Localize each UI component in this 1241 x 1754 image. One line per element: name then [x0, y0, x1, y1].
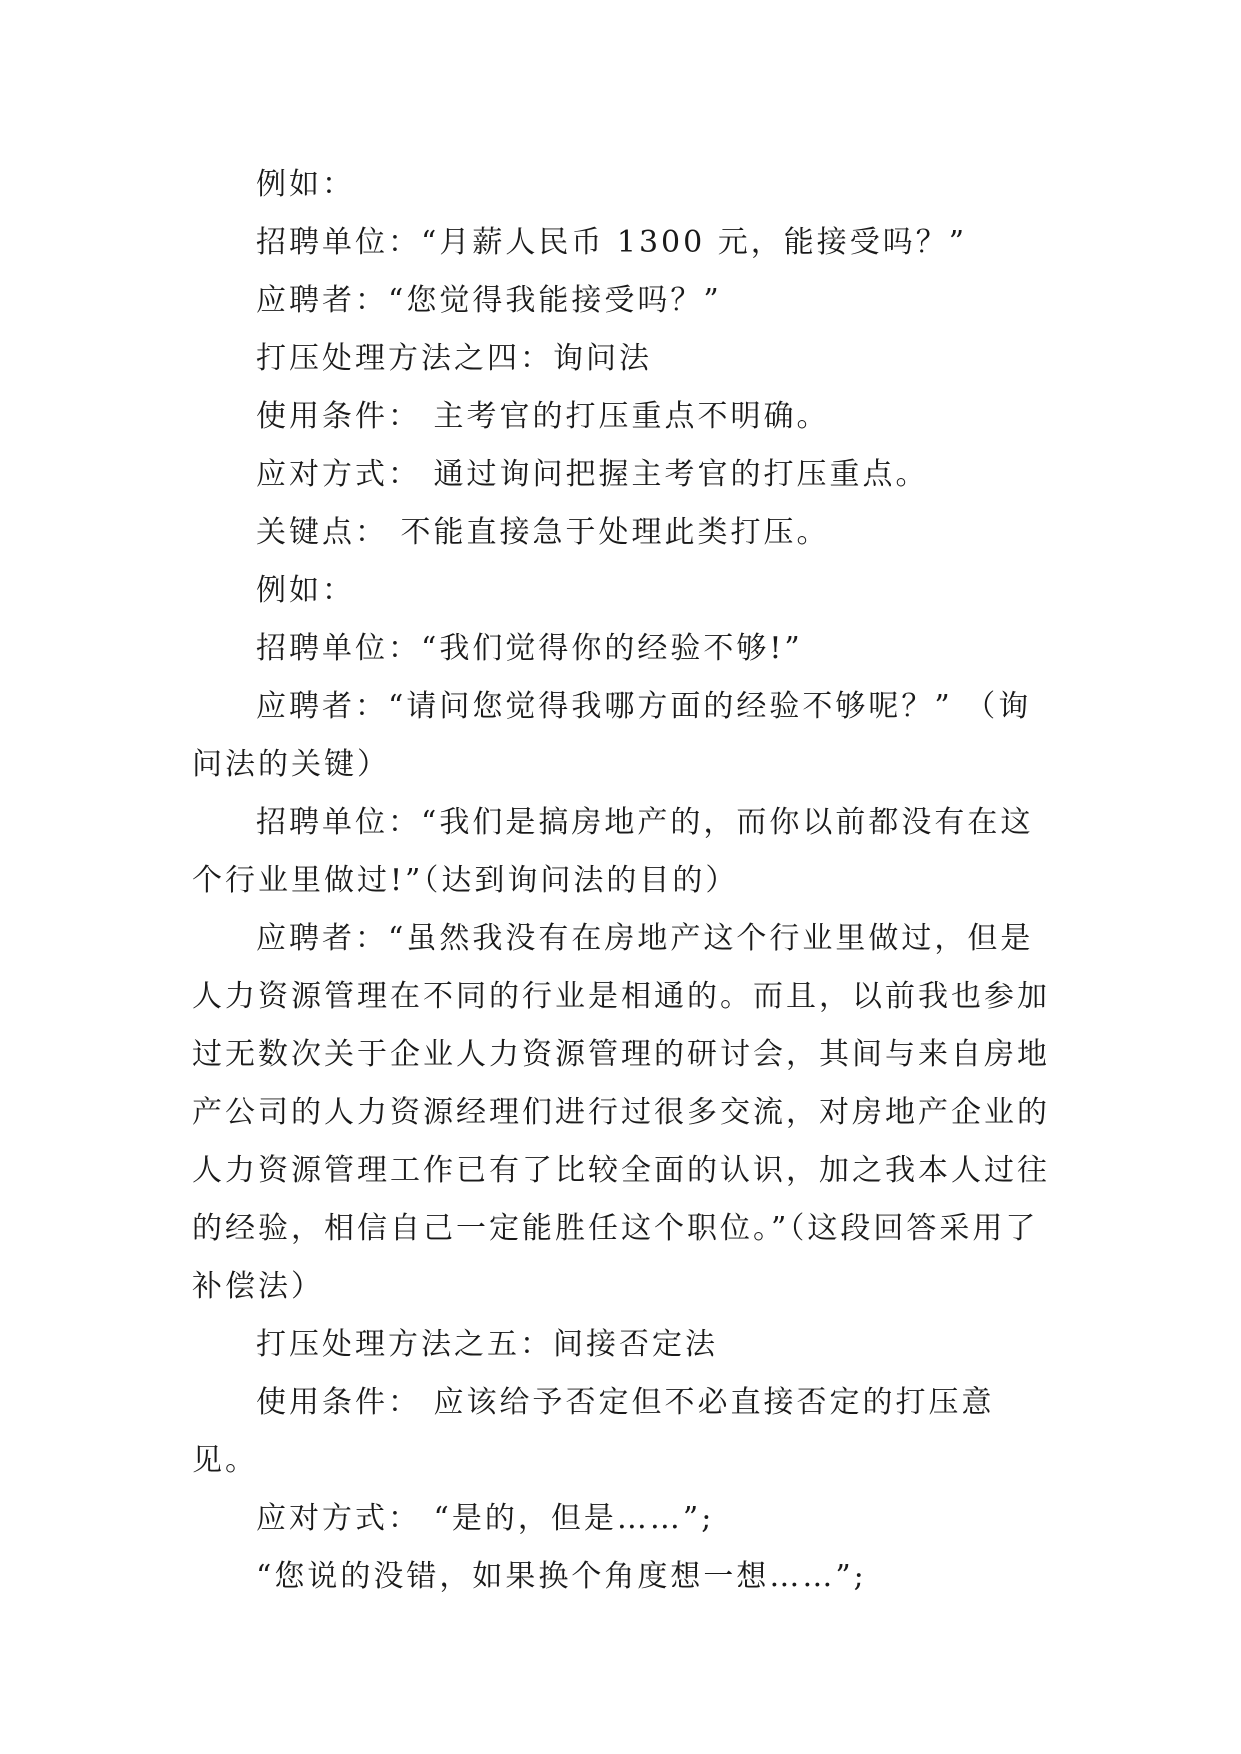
paragraph-employer-salary: 招聘单位：“月薪人民币 1300 元，能接受吗？”: [256, 225, 968, 260]
paragraph-usage-condition-2: 使用条件： 应该给予否定但不必直接否定的打压意见。: [192, 1385, 995, 1478]
paragraph-employer-real-estate: 招聘单位：“我们是搞房地产的，而你以前都没有在这个行业里做过!”（达到询问法的目的）: [192, 805, 1034, 898]
paragraph-key-point: 关键点： 不能直接急于处理此类打压。: [256, 515, 830, 550]
paragraph-alternative-phrase: “您说的没错，如果换个角度想一想……”;: [256, 1559, 867, 1594]
paragraph-example-label: 例如：: [256, 167, 355, 202]
paragraph-applicant-question: 应聘者：“请问您觉得我哪方面的经验不够呢？” （询问法的关键）: [192, 689, 1032, 782]
paragraph-response-method: 应对方式： 通过询问把握主考官的打压重点。: [256, 457, 929, 492]
paragraph-method-four-heading: 打压处理方法之四：询问法: [256, 341, 652, 376]
paragraph-usage-condition: 使用条件： 主考官的打压重点不明确。: [256, 399, 830, 434]
paragraph-applicant-reply: 应聘者：“您觉得我能接受吗？”: [256, 283, 722, 318]
document-body: [192, 156, 1052, 1606]
paragraph-method-five-heading: 打压处理方法之五：间接否定法: [256, 1327, 718, 1362]
paragraph-response-method-2: 应对方式： “是的，但是……”;: [256, 1501, 715, 1536]
paragraph-example-label-2: 例如：: [256, 573, 355, 608]
paragraph-applicant-long-answer: 应聘者：“虽然我没有在房地产这个行业里做过，但是人力资源管理在不同的行业是相通的。而且，以前我也参加过无数次关于企业人力资源管理的研讨会，其间与来自房地产公司的人力资源经理们进行过很多交流，对房地产企业的人力资源管理工作已有了比较全面的认识，加之我本人过往的经验，相信自己一定能胜任这个职位。”（这段回答采用了补偿法）: [192, 921, 1050, 1304]
paragraph-employer-experience: 招聘单位：“我们觉得你的经验不够!”: [256, 631, 803, 666]
